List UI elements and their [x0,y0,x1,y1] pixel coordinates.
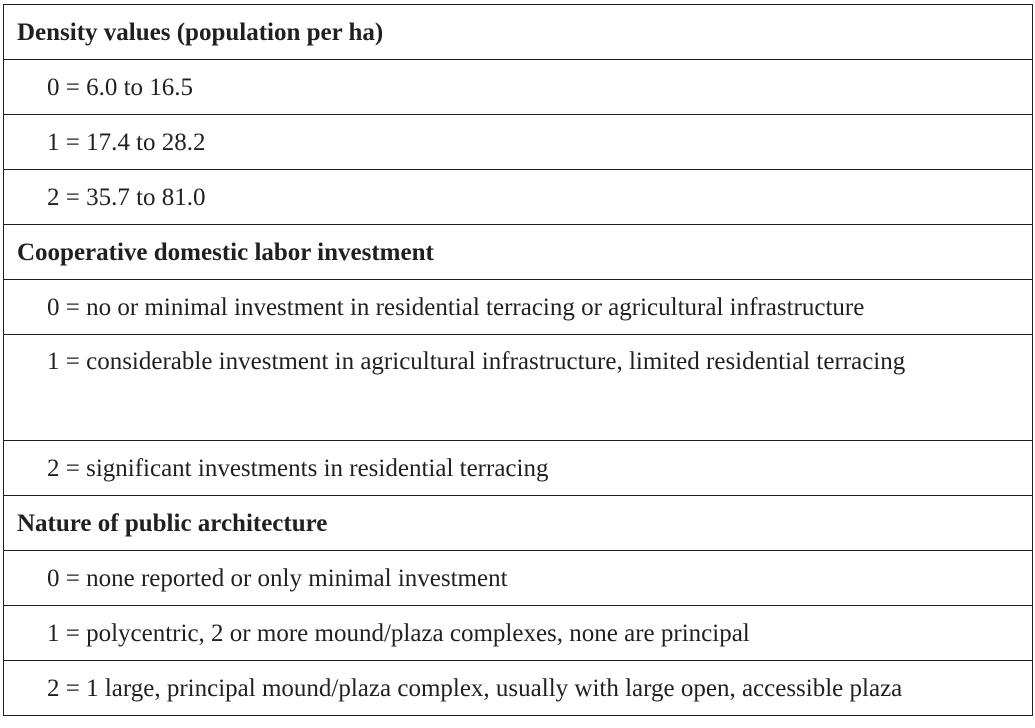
labor-item-0: 0 = no or minimal investment in residential terracing or agricultural infrastructure [4,280,1032,335]
density-item-2: 2 = 35.7 to 81.0 [4,170,1032,225]
section-heading-labor: Cooperative domestic labor investment [4,225,1032,280]
section-heading-architecture: Nature of public architecture [4,496,1032,551]
architecture-item-2: 2 = 1 large, principal mound/plaza complex, usually with large open, accessible plaza [4,661,1032,716]
section-heading-density: Density values (population per ha) [4,5,1032,60]
architecture-item-0: 0 = none reported or only minimal investment [4,551,1032,606]
labor-item-2: 2 = significant investments in residential terracing [4,441,1032,496]
labor-item-1: 1 = considerable investment in agricultural infrastructure, limited residential terracing [4,335,1032,441]
density-item-0: 0 = 6.0 to 16.5 [4,60,1032,115]
architecture-item-1: 1 = polycentric, 2 or more mound/plaza complexes, none are principal [4,606,1032,661]
density-item-1: 1 = 17.4 to 28.2 [4,115,1032,170]
coding-table [3,4,1033,716]
